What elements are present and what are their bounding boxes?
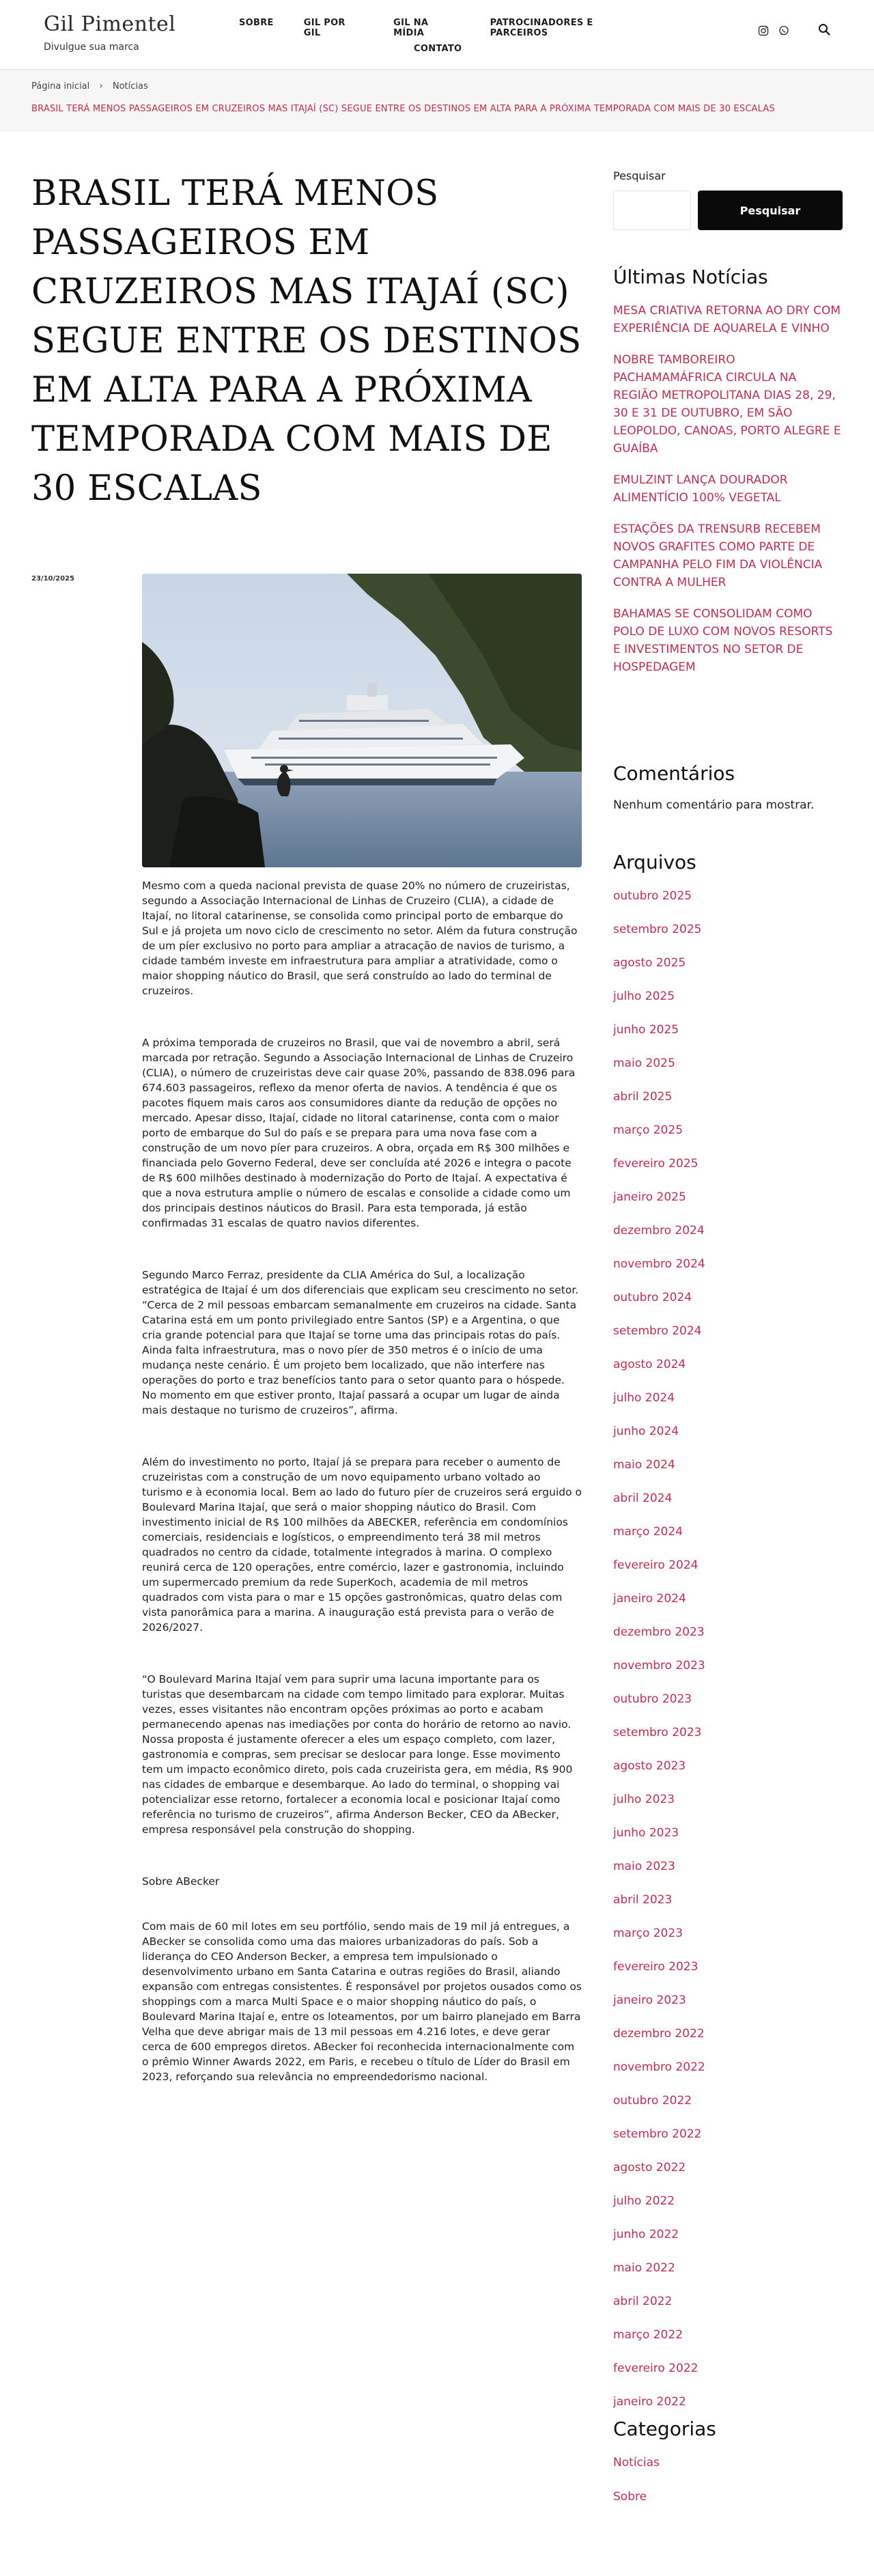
archive-link[interactable]: novembro 2024: [613, 1257, 705, 1271]
archive-link[interactable]: novembro 2022: [613, 2060, 705, 2074]
site-tagline: Divulgue sua marca: [44, 42, 139, 53]
article: [31, 131, 582, 2083]
article-paragraph: Segundo Marco Ferraz, presidente da CLIA América do Sul, a localização estratégica de Itajaí é um dos diferenciais que explicam seu crescimento no setor. “Cerca de 2 mil pessoas embarcam semanalmente em cruzeiros na cidade. Santa Catarina está em um ponto privilegiado entre Santos (SP) e a Argentina, o que cria grande potencial para que Itajaí se torne uma das principais rotas do país. Ainda falta infraestrutura, mas o novo píer de 350 metros é o início de uma mudança neste cenário. É um projeto bem localizado, que não interfere nas operações do porto e traz benefícios tanto para o setor quanto para o hóspede. No momento em que estiver pronto, Itajaí passará a ocupar um lugar de ainda mais destaque no turismo de cruzeiros”, afirma.: [142, 1269, 579, 1416]
categories-widget: [613, 2418, 843, 2522]
archive-link[interactable]: julho 2024: [613, 1391, 675, 1405]
archive-link[interactable]: maio 2024: [613, 1458, 675, 1472]
archive-link[interactable]: maio 2025: [613, 1056, 675, 1070]
archive-link[interactable]: março 2023: [613, 1927, 683, 1940]
comments-empty-text: Nenhum comentário para mostrar.: [613, 798, 815, 812]
archive-link[interactable]: abril 2023: [613, 1893, 673, 1907]
article-paragraph: Com mais de 60 mil lotes em seu portfólio, sendo mais de 19 mil já entregues, a ABecker se consolida como uma das maiores urbanizadoras do país. Sob a liderança do CEO Anderson Becker, a empresa tem impulsionado o desenvolvimento urbano em Santa Catarina e outras regiões do Brasil, aliando expansão com entregas consistentes. É responsável por projetos ousados como os shoppings com a marca Multi Space e o maior shopping náutico do país, o Boulevard Marina Itajaí e, entre os loteamentos, por um bairro planejado em Barra Velha que deve abrigar mais de 13 mil pessoas em 4.216 lotes, e deve gerar cerca de 600 empregos diretos. ABecker foi reconhecida internacionalmente com o prêmio Winner Awards 2022, em Paris, e recebeu o título de Líder do Brasil em 2023, reforçando sua relevância no empreendedorismo nacional.: [142, 1920, 582, 2083]
latest-news-title: Últimas Notícias: [613, 266, 768, 288]
nav-item-contato[interactable]: CONTATO: [414, 44, 462, 54]
archive-link[interactable]: outubro 2022: [613, 2094, 692, 2108]
news-link[interactable]: NOBRE TAMBOREIRO PACHAMAMÁFRICA CIRCULA NA REGIÃO METROPOLITANA DIAS 28, 29, 30 E 31 DE OUTUBRO, EM SÃO LEOPOLDO, CANOAS, PORTO ALEGRE E GUAÍBA: [613, 353, 841, 456]
post-body: [142, 878, 582, 2121]
breadcrumb-current: BRASIL TERÁ MENOS PASSAGEIROS EM CRUZEIROS MAS ITAJAÍ (SC) SEGUE ENTRE OS DESTINOS EM ALTA PARA A PRÓXIMA TEMPORADA COM MAIS DE 30 ESCALAS: [31, 104, 775, 114]
category-link-noticias[interactable]: Notícias: [613, 2456, 660, 2469]
search-input[interactable]: [613, 191, 691, 230]
nav-item-gil-por-gil[interactable]: GIL POR GIL: [303, 18, 346, 38]
article-paragraph: Além do investimento no porto, Itajaí já se prepara para receber o aumento de cruzeiristas com a construção de um novo equipamento urbano voltado ao turismo e à economia local. Bem ao lado do futuro píer de cruzeiros será erguido o Boulevard Marina Itajaí, que será o maior shopping náutico do Brasil. Com investimento inicial de R$ 100 milhões da ABECKER, referência em condomínios comerciais, residenciais e logísticos, o empreendimento terá 38 mil metros quadrados no centro da cidade, totalmente integrados à marina. O complexo reunirá cerca de 120 operações, entre comércio, lazer e gastronomia, incluindo um supermercado premium da rede SuperKoch, academia de mil metros quadrados com vista para o mar e 15 opções gastronômicas, quatro delas com vista panorâmica para a marina. A inauguração está prevista para o verão de 2026/2027.: [142, 1456, 582, 1634]
archive-list: [613, 887, 843, 2426]
archive-link[interactable]: junho 2024: [613, 1425, 679, 1438]
category-link-sobre[interactable]: Sobre: [613, 2490, 647, 2504]
page-title: BRASIL TERÁ MENOS PASSAGEIROS EM CRUZEIROS MAS ITAJAÍ (SC) SEGUE ENTRE OS DESTINOS EM ALTA PARA A PRÓXIMA TEMPORADA COM MAIS DE 30 ESCALAS: [31, 173, 582, 509]
archive-link[interactable]: janeiro 2023: [613, 1993, 686, 2007]
archive-link[interactable]: março 2022: [613, 2328, 683, 2342]
archive-link[interactable]: outubro 2023: [613, 1692, 692, 1706]
archives-widget: [613, 851, 843, 2426]
news-link[interactable]: MESA CRIATIVA RETORNA AO DRY COM EXPERIÊNCIA DE AQUARELA E VINHO: [613, 304, 841, 335]
archive-link[interactable]: setembro 2022: [613, 2127, 702, 2141]
news-link[interactable]: ESTAÇÕES DA TRENSURB RECEBEM NOVOS GRAFITES COMO PARTE DE CAMPANHA PELO FIM DA VIOLÊNCIA CONTRA A MULHER: [613, 522, 823, 589]
archive-link[interactable]: outubro 2025: [613, 889, 692, 903]
archive-link[interactable]: junho 2023: [613, 1826, 679, 1840]
archive-link[interactable]: fevereiro 2025: [613, 1157, 699, 1171]
sidebar: [613, 131, 843, 2504]
archive-link[interactable]: maio 2023: [613, 1860, 675, 1873]
archive-link[interactable]: novembro 2023: [613, 1659, 705, 1672]
site-brand[interactable]: [44, 12, 175, 53]
archive-link[interactable]: julho 2022: [613, 2194, 675, 2208]
article-subheading: Sobre ABecker: [142, 1875, 220, 1888]
hero-image-cruise-ship: [142, 574, 582, 867]
archive-link[interactable]: agosto 2022: [613, 2161, 686, 2174]
archive-link[interactable]: maio 2022: [613, 2261, 675, 2275]
archive-link[interactable]: agosto 2025: [613, 956, 686, 970]
article-paragraph: Mesmo com a queda nacional prevista de quase 20% no número de cruzeiristas, segundo a Associação Internacional de Linhas de Cruzeiro (CLIA), a cidade de Itajaí, no litoral catarinense, se consolida como principal porto de embarque do Sul e já projeta um novo ciclo de crescimento no setor. Além da futura construção de um píer exclusivo no porto para ampliar a atracação de navios de turismo, a cidade também investe em infraestrutura para ampliar a atratividade, como o maior shopping náutico do Brasil, que será construído ao lado do terminal de cruzeiros.: [142, 880, 578, 997]
post-date: 23/10/2025: [31, 575, 74, 583]
whatsapp-icon[interactable]: [778, 25, 789, 36]
archive-link[interactable]: abril 2024: [613, 1492, 673, 1505]
archives-title: Arquivos: [613, 851, 696, 873]
archive-link[interactable]: janeiro 2025: [613, 1190, 686, 1204]
instagram-icon[interactable]: [758, 25, 769, 36]
archive-link[interactable]: agosto 2024: [613, 1358, 686, 1371]
site-title[interactable]: Gil Pimentel: [44, 12, 176, 36]
article-paragraph: “O Boulevard Marina Itajaí vem para suprir uma lacuna importante para os turistas que desembarcam na cidade com tempo limitado para explorar. Muitas vezes, esses visitantes não encontram opções próximas ao porto e acabam permanecendo apenas nas imediações por conta do horário de retorno ao navio. Nossa proposta é justamente oferecer a eles um espaço completo, com lazer, gastronomia e compras, sem precisar se deslocar para longe. Esse movimento tem um impacto econômico direto, pois cada cruzeirista gera, em média, R$ 900 nas cidades de embarque e desembarque. Ao lado do terminal, o shopping vai potencializar esse retorno, fortalecer a economia local e posicionar Itajaí como referência no turismo de cruzeiros”, afirma Anderson Becker, CEO da ABecker, empresa responsável pela construção do shopping.: [142, 1673, 573, 1836]
archive-link[interactable]: março 2024: [613, 1525, 683, 1539]
archive-link[interactable]: dezembro 2024: [613, 1224, 705, 1237]
archive-link[interactable]: dezembro 2023: [613, 1625, 705, 1639]
archive-link[interactable]: janeiro 2022: [613, 2395, 686, 2409]
news-link[interactable]: EMULZINT LANÇA DOURADOR ALIMENTÍCIO 100% VEGETAL: [613, 473, 788, 505]
archive-link[interactable]: setembro 2025: [613, 923, 702, 936]
search-form: [613, 191, 843, 230]
header-icons: [758, 23, 830, 38]
breadcrumb: [31, 70, 843, 92]
site-header: [0, 0, 874, 70]
archive-link[interactable]: setembro 2024: [613, 1324, 702, 1338]
archive-link[interactable]: janeiro 2024: [613, 1592, 686, 1606]
archive-link[interactable]: abril 2025: [613, 1090, 673, 1104]
archive-link[interactable]: junho 2025: [613, 1023, 679, 1037]
archive-link[interactable]: junho 2022: [613, 2228, 679, 2241]
news-link[interactable]: BAHAMAS SE CONSOLIDAM COMO POLO DE LUXO COM NOVOS RESORTS E INVESTIMENTOS NO SETOR DE HOSPEDAGEM: [613, 607, 833, 674]
categories-title: Categorias: [613, 2418, 716, 2440]
archive-link[interactable]: fevereiro 2024: [613, 1558, 699, 1572]
archive-link[interactable]: dezembro 2022: [613, 2027, 705, 2041]
breadcrumb-section[interactable]: Notícias: [112, 81, 148, 92]
search-button[interactable]: Pesquisar: [698, 191, 843, 230]
main-nav: [239, 18, 649, 54]
latest-news-widget: [613, 266, 843, 676]
nav-item-patrocinadores[interactable]: PATROCINADORES E PARCEIROS: [490, 18, 593, 38]
nav-item-sobre[interactable]: SOBRE: [239, 18, 274, 28]
archive-link[interactable]: julho 2023: [613, 1793, 675, 1806]
search-label: Pesquisar: [613, 169, 666, 182]
breadcrumb-home[interactable]: Página inicial: [31, 81, 90, 92]
comments-widget: [613, 762, 843, 812]
archive-link[interactable]: abril 2022: [613, 2295, 673, 2308]
breadcrumb-bar: [0, 70, 874, 131]
archive-link[interactable]: outubro 2024: [613, 1291, 692, 1304]
archive-link[interactable]: fevereiro 2023: [613, 1960, 699, 1974]
chevron-right-icon: ›: [99, 81, 103, 92]
comments-title: Comentários: [613, 762, 735, 785]
nav-item-gil-na-midia[interactable]: GIL NA MÍDIA: [393, 18, 429, 38]
search-icon[interactable]: [818, 23, 830, 38]
archive-link[interactable]: março 2025: [613, 1123, 683, 1137]
archive-link[interactable]: setembro 2023: [613, 1726, 702, 1739]
archive-link[interactable]: julho 2025: [613, 990, 675, 1003]
article-paragraph: A próxima temporada de cruzeiros no Brasil, que vai de novembro a abril, será marcada por retração. Segundo a Associação Internacional de Linhas de Cruzeiro (CLIA), o número de cruzeiristas deve cair quase 20%, passando de 838.096 para 674.603 passageiros, reflexo da menor oferta de navios. A tendência é que os pacotes fiquem mais caros aos consumidores diante da redução de opções no mercado. Apesar disso, Itajaí, cidade no litoral catarinense, conta com o maior porto de embarque do Sul do país e se prepara para uma nova fase com a construção de um novo píer para cruzeiros. A obra, orçada em R$ 300 milhões e financiada pelo Governo Federal, deve ser concluída até 2026 e integra o pacote de R$ 600 milhões destinado à modernização do Porto de Itajaí. A expectativa é que a nova estrutura amplie o número de escalas e consolide a cidade como um dos principais destinos náuticos do Brasil. Para esta temporada, já estão confirmadas 31 escalas de quatro navios diferentes.: [142, 1037, 576, 1229]
archive-link[interactable]: agosto 2023: [613, 1759, 686, 1773]
archive-link[interactable]: fevereiro 2022: [613, 2362, 699, 2375]
